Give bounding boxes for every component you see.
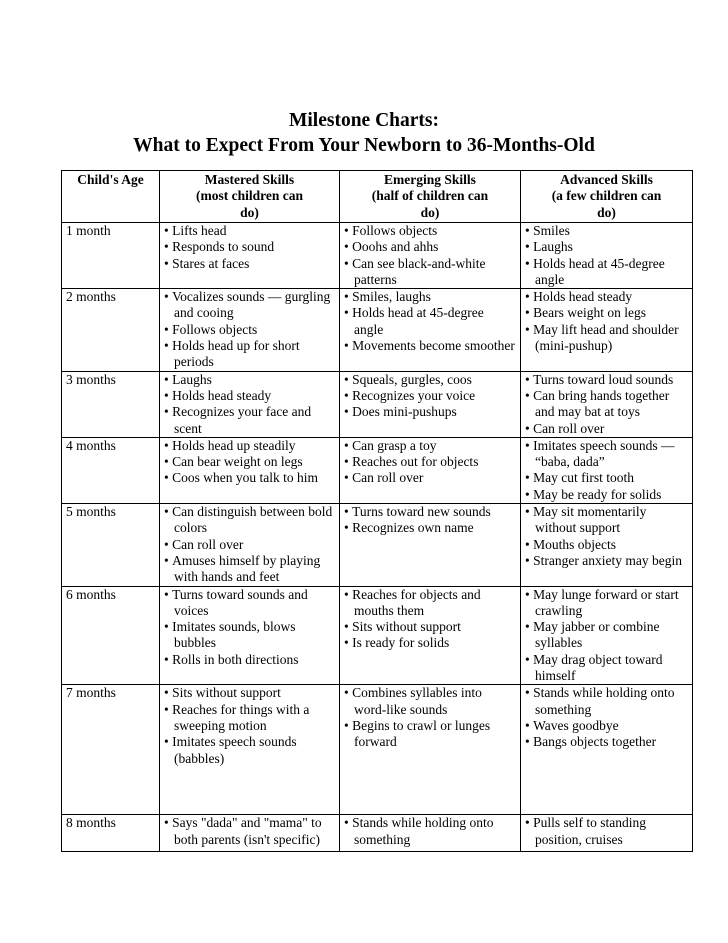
skill-item: • Responds to sound	[164, 239, 335, 255]
skill-item: • Turns toward loud sounds	[525, 372, 688, 388]
advanced-cell	[521, 371, 693, 437]
advanced-cell	[521, 504, 693, 586]
emerging-cell	[340, 371, 521, 437]
mastered-skill-list	[164, 815, 335, 848]
page-title	[0, 108, 728, 158]
table-row	[62, 371, 693, 437]
emerging-cell	[340, 815, 521, 852]
mastered-cell	[160, 815, 340, 852]
skill-item: • Holds head up for short periods	[164, 338, 335, 371]
mastered-skill-list	[164, 223, 335, 272]
skill-item: • Follows objects	[344, 223, 516, 239]
skill-item: • Coos when you talk to him	[164, 470, 335, 486]
table-row	[62, 437, 693, 503]
skill-item: • Can see black-and-white patterns	[344, 256, 516, 289]
skill-item: • Laughs	[164, 372, 335, 388]
age-cell: 7 months	[62, 685, 160, 815]
emerging-skill-list	[344, 289, 516, 354]
skill-item: • Bears weight on legs	[525, 305, 688, 321]
table-row	[62, 815, 693, 852]
skill-item: • Holds head at 45-degree angle	[525, 256, 688, 289]
skill-item: • Holds head steady	[525, 289, 688, 305]
skill-item: • Sits without support	[164, 685, 335, 701]
emerging-skill-list	[344, 372, 516, 421]
skill-item: • Laughs	[525, 239, 688, 255]
header-emerging: Emerging Skills (half of children can do)	[340, 171, 521, 223]
skill-item: • Pulls self to standing position, cruises	[525, 815, 688, 848]
skill-item: • Stares at faces	[164, 256, 335, 272]
skill-item: • Can grasp a toy	[344, 438, 516, 454]
table-row	[62, 289, 693, 371]
advanced-cell	[521, 223, 693, 289]
skill-item: • Can roll over	[164, 537, 335, 553]
title-line-1: Milestone Charts:	[288, 110, 439, 131]
skill-item: • Can roll over	[525, 421, 688, 437]
skill-item: • Recognizes your voice	[344, 388, 516, 404]
skill-item: • Recognizes own name	[344, 520, 516, 536]
skill-item: • May lunge forward or start crawling	[525, 587, 688, 620]
skill-item: • Says "dada" and "mama" to both parents (isn't specific)	[164, 815, 335, 848]
title-line-2: What to Expect From Your Newborn to 36-Months-Old	[133, 135, 595, 156]
mastered-cell	[160, 289, 340, 371]
skill-item: • Ooohs and ahhs	[344, 239, 516, 255]
skill-item: • Rolls in both directions	[164, 652, 335, 668]
skill-item: • Reaches out for objects	[344, 454, 516, 470]
emerging-skill-list	[344, 223, 516, 288]
header-advanced: Advanced Skills (a few children can do)	[521, 171, 693, 223]
mastered-skill-list	[164, 289, 335, 370]
table-row	[62, 685, 693, 815]
skill-item: • Imitates speech sounds (babbles)	[164, 734, 335, 767]
skill-item: • May cut first tooth	[525, 470, 688, 486]
skill-item: • Sits without support	[344, 619, 516, 635]
table-row	[62, 586, 693, 685]
header-mastered: Mastered Skills (most children can do)	[160, 171, 340, 223]
advanced-skill-list	[525, 438, 688, 503]
skill-item: • Imitates sounds, blows bubbles	[164, 619, 335, 652]
header-row	[62, 171, 693, 223]
header-age: Child's Age	[62, 171, 160, 223]
mastered-skill-list	[164, 685, 335, 766]
emerging-skill-list	[344, 438, 516, 487]
advanced-skill-list	[525, 685, 688, 750]
skill-item: • Lifts head	[164, 223, 335, 239]
advanced-skill-list	[525, 815, 688, 848]
skill-item: • Reaches for things with a sweeping motion	[164, 702, 335, 735]
skill-item: • Follows objects	[164, 322, 335, 338]
table-row	[62, 504, 693, 586]
advanced-cell	[521, 685, 693, 815]
skill-item: • Does mini-pushups	[344, 404, 516, 420]
skill-item: • May lift head and shoulder (mini-pushup)	[525, 322, 688, 355]
skill-item: • Amuses himself by playing with hands and feet	[164, 553, 335, 586]
advanced-skill-list	[525, 372, 688, 437]
skill-item: • Turns toward sounds and voices	[164, 587, 335, 620]
skill-item: • Smiles	[525, 223, 688, 239]
skill-item: • Stands while holding onto something	[525, 685, 688, 718]
skill-item: • Holds head steady	[164, 388, 335, 404]
skill-item: • Can bring hands together and may bat at toys	[525, 388, 688, 421]
emerging-skill-list	[344, 587, 516, 652]
mastered-cell	[160, 504, 340, 586]
skill-item: • Begins to crawl or lunges forward	[344, 718, 516, 751]
advanced-cell	[521, 815, 693, 852]
mastered-skill-list	[164, 372, 335, 437]
mastered-cell	[160, 437, 340, 503]
skill-item: • Smiles, laughs	[344, 289, 516, 305]
emerging-cell	[340, 685, 521, 815]
skill-item: • Recognizes your face and scent	[164, 404, 335, 437]
age-cell: 2 months	[62, 289, 160, 371]
skill-item: • Bangs objects together	[525, 734, 688, 750]
mastered-skill-list	[164, 438, 335, 487]
advanced-skill-list	[525, 223, 688, 288]
age-cell: 4 months	[62, 437, 160, 503]
age-cell: 6 months	[62, 586, 160, 685]
emerging-skill-list	[344, 815, 516, 848]
advanced-skill-list	[525, 289, 688, 354]
emerging-cell	[340, 289, 521, 371]
mastered-cell	[160, 371, 340, 437]
mastered-cell	[160, 223, 340, 289]
skill-item: • Waves goodbye	[525, 718, 688, 734]
mastered-cell	[160, 586, 340, 685]
skill-item: • Can roll over	[344, 470, 516, 486]
age-cell: 8 months	[62, 815, 160, 852]
skill-item: • May drag object toward himself	[525, 652, 688, 685]
emerging-skill-list	[344, 685, 516, 750]
advanced-cell	[521, 437, 693, 503]
age-cell: 5 months	[62, 504, 160, 586]
advanced-cell	[521, 586, 693, 685]
milestone-table	[61, 170, 693, 852]
advanced-skill-list	[525, 504, 688, 569]
skill-item: • Can distinguish between bold colors	[164, 504, 335, 537]
mastered-skill-list	[164, 587, 335, 668]
mastered-skill-list	[164, 504, 335, 585]
skill-item: • Holds head up steadily	[164, 438, 335, 454]
age-cell: 3 months	[62, 371, 160, 437]
skill-item: • Stranger anxiety may begin	[525, 553, 688, 569]
skill-item: • Reaches for objects and mouths them	[344, 587, 516, 620]
emerging-cell	[340, 504, 521, 586]
advanced-cell	[521, 289, 693, 371]
skill-item: • Imitates speech sounds — “baba, dada”	[525, 438, 688, 471]
skill-item: • Holds head at 45-degree angle	[344, 305, 516, 338]
skill-item: • Squeals, gurgles, coos	[344, 372, 516, 388]
mastered-cell	[160, 685, 340, 815]
emerging-cell	[340, 586, 521, 685]
emerging-cell	[340, 437, 521, 503]
emerging-skill-list	[344, 504, 516, 537]
skill-item: • May sit momentarily without support	[525, 504, 688, 537]
table-row	[62, 223, 693, 289]
advanced-skill-list	[525, 587, 688, 685]
skill-item: • Movements become smoother	[344, 338, 516, 354]
emerging-cell	[340, 223, 521, 289]
skill-item: • May jabber or combine syllables	[525, 619, 688, 652]
skill-item: • Turns toward new sounds	[344, 504, 516, 520]
skill-item: • Can bear weight on legs	[164, 454, 335, 470]
skill-item: • Stands while holding onto something	[344, 815, 516, 848]
skill-item: • Combines syllables into word-like sounds	[344, 685, 516, 718]
skill-item: • Is ready for solids	[344, 635, 516, 651]
skill-item: • May be ready for solids	[525, 487, 688, 503]
age-cell: 1 month	[62, 223, 160, 289]
skill-item: • Mouths objects	[525, 537, 688, 553]
skill-item: • Vocalizes sounds — gurgling and cooing	[164, 289, 335, 322]
